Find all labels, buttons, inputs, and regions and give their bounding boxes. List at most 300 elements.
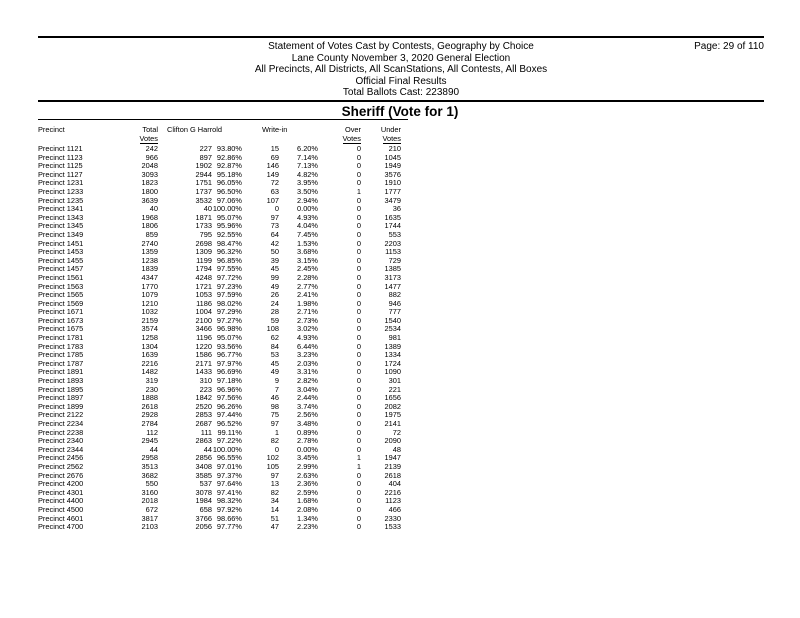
clifton-harrold-votes-cell: 537 [199, 479, 212, 489]
total-votes-cell: 2784 [141, 419, 158, 428]
clifton-harrold-pct-cell: 97.27% [216, 315, 242, 325]
clifton-harrold-pct-cell: 96.52% [216, 419, 242, 428]
clifton-harrold-votes-cell: 2171 [195, 358, 212, 368]
over-votes-cell: 0 [356, 195, 361, 205]
precinct-cell: Precinct 1455 [38, 255, 84, 265]
clifton-harrold-pct-cell: 97.41% [216, 487, 242, 497]
report-header [38, 41, 764, 99]
clifton-harrold-votes-cell: 1186 [196, 298, 212, 308]
over-votes-cell: 0 [356, 393, 361, 403]
clifton-harrold-votes-cell: 3766 [195, 513, 212, 523]
clifton-harrold-votes-cell: 1794 [195, 264, 212, 274]
under-votes-cell: 1533 [384, 522, 401, 532]
total-votes-cell: 1888 [141, 393, 158, 403]
over-votes-cell: 0 [356, 255, 361, 265]
total-votes-cell: 2018 [141, 496, 158, 506]
writein-votes-cell: 7 [274, 384, 279, 394]
over-votes-cell: 0 [356, 298, 361, 308]
precinct-cell: Precinct 1565 [38, 290, 84, 300]
under-votes-cell: 1947 [384, 453, 401, 463]
total-votes-cell: 3817 [141, 513, 158, 523]
writein-pct-cell: 4.93% [297, 212, 318, 222]
clifton-harrold-pct-cell: 96.26% [216, 401, 242, 411]
precinct-cell: Precinct 1343 [38, 212, 84, 222]
col-header-total [128, 126, 158, 144]
clifton-harrold-pct-cell: 98.66% [216, 513, 242, 523]
writein-pct-cell: 4.93% [297, 333, 318, 343]
clifton-harrold-pct-cell: 97.06% [216, 195, 242, 205]
under-votes-cell: 1334 [384, 350, 401, 360]
under-votes-cell: 2330 [384, 513, 401, 523]
total-votes-cell: 1304 [141, 341, 158, 351]
writein-pct-cell: 2.08% [297, 504, 318, 514]
total-votes-cell: 1359 [141, 247, 158, 257]
under-votes-cell: 1744 [384, 221, 401, 231]
writein-pct-cell: 2.28% [297, 272, 318, 282]
writein-pct-cell: 3.68% [297, 247, 318, 257]
over-votes-cell: 0 [356, 504, 361, 514]
writein-votes-cell: 39 [270, 255, 279, 265]
writein-votes-cell: 107 [266, 195, 279, 205]
clifton-harrold-votes-cell: 2056 [195, 522, 212, 532]
precinct-cell: Precinct 1121 [38, 144, 83, 153]
clifton-harrold-votes-cell: 1586 [195, 350, 212, 360]
over-votes-cell: 0 [356, 487, 361, 497]
clifton-harrold-votes-cell: 1871 [195, 212, 212, 222]
precinct-cell: Precinct 1891 [38, 367, 84, 377]
total-votes-cell: 1482 [141, 367, 158, 377]
clifton-harrold-pct-cell: 97.29% [216, 307, 242, 317]
over-votes-cell: 1 [356, 461, 361, 471]
writein-pct-cell: 2.73% [297, 315, 318, 325]
under-votes-cell: 729 [388, 255, 401, 265]
clifton-harrold-votes-cell: 3466 [195, 324, 212, 334]
total-votes-cell: 2103 [141, 522, 158, 532]
writein-votes-cell: 1 [274, 427, 279, 437]
clifton-harrold-pct-cell: 97.23% [216, 281, 242, 291]
col-header-under [361, 126, 401, 144]
clifton-harrold-votes-cell: 658 [199, 504, 212, 514]
precinct-cell: Precinct 1787 [38, 358, 84, 368]
total-votes-cell: 1238 [141, 255, 158, 265]
total-votes-cell: 242 [145, 144, 158, 153]
total-votes-cell: 3160 [141, 487, 158, 497]
total-votes-cell: 1800 [141, 186, 158, 196]
precinct-cell: Precinct 1893 [38, 376, 84, 386]
clifton-harrold-votes-cell: 223 [199, 384, 212, 394]
writein-pct-cell: 0.00% [297, 444, 318, 454]
under-votes-cell: 981 [388, 333, 401, 343]
over-votes-cell: 0 [356, 496, 361, 506]
writein-pct-cell: 0.89% [297, 427, 318, 437]
col-header-over [321, 126, 361, 144]
clifton-harrold-pct-cell: 95.96% [216, 221, 242, 231]
page-number: Page: 29 of 110 [694, 41, 764, 52]
clifton-harrold-votes-cell: 3585 [195, 470, 212, 480]
clifton-harrold-pct-cell: 100.00% [212, 204, 242, 214]
total-votes-cell: 2945 [141, 436, 158, 446]
total-votes-cell: 1839 [141, 264, 158, 274]
clifton-harrold-pct-cell: 97.01% [216, 461, 242, 471]
writein-votes-cell: 73 [270, 221, 279, 231]
total-votes-cell: 112 [146, 427, 158, 437]
clifton-harrold-votes-cell: 40 [203, 204, 212, 214]
clifton-harrold-votes-cell: 1737 [195, 186, 212, 196]
precinct-cell: Precinct 1123 [38, 152, 83, 162]
under-votes-cell: 210 [388, 144, 401, 153]
total-votes-cell: 859 [145, 229, 158, 239]
over-votes-cell: 0 [356, 315, 361, 325]
clifton-harrold-pct-cell: 97.37% [216, 470, 242, 480]
precinct-cell: Precinct 1453 [38, 247, 84, 257]
clifton-harrold-pct-cell: 97.59% [216, 290, 242, 300]
precinct-cell: Precinct 1673 [38, 315, 84, 325]
writein-votes-cell: 45 [270, 264, 279, 274]
over-votes-cell: 0 [356, 427, 361, 437]
results-table [0, 145, 800, 532]
clifton-harrold-votes-cell: 2698 [195, 238, 212, 248]
over-votes-cell: 0 [356, 513, 361, 523]
writein-votes-cell: 51 [270, 513, 279, 523]
precinct-cell: Precinct 1125 [38, 161, 83, 171]
under-votes-cell: 466 [388, 504, 401, 514]
precinct-cell: Precinct 1785 [38, 350, 84, 360]
over-votes-cell: 1 [356, 453, 361, 463]
precinct-cell: Precinct 1895 [38, 384, 84, 394]
results-status: Official Final Results [355, 75, 447, 87]
clifton-harrold-pct-cell: 97.44% [216, 410, 242, 420]
under-votes-cell: 1656 [384, 393, 401, 403]
total-votes-cell: 2159 [141, 315, 158, 325]
over-votes-cell: 0 [356, 238, 361, 248]
precinct-cell: Precinct 1561 [38, 272, 84, 282]
precinct-cell: Precinct 2456 [38, 453, 84, 463]
writein-votes-cell: 69 [270, 152, 279, 162]
over-votes-cell: 0 [356, 341, 361, 351]
clifton-harrold-pct-cell: 97.97% [216, 358, 242, 368]
precinct-cell: Precinct 1451 [38, 238, 84, 248]
writein-pct-cell: 2.41% [297, 290, 318, 300]
writein-votes-cell: 99 [270, 272, 279, 282]
precinct-cell: Precinct 2122 [38, 410, 84, 420]
clifton-harrold-votes-cell: 3078 [195, 487, 212, 497]
header-bottom-rule [38, 100, 764, 102]
total-votes-cell: 3574 [141, 324, 158, 334]
precinct-cell: Precinct 1569 [38, 298, 84, 308]
writein-votes-cell: 53 [270, 350, 279, 360]
under-votes-cell: 1949 [384, 161, 401, 171]
writein-pct-cell: 3.15% [297, 255, 318, 265]
clifton-harrold-pct-cell: 97.22% [216, 436, 242, 446]
writein-votes-cell: 64 [270, 229, 279, 239]
under-votes-cell: 2141 [384, 419, 401, 428]
over-votes-cell: 0 [356, 161, 361, 171]
over-votes-cell: 0 [356, 436, 361, 446]
over-votes-cell: 0 [356, 178, 361, 188]
under-votes-cell: 2216 [384, 487, 401, 497]
clifton-harrold-votes-cell: 1733 [195, 221, 212, 231]
over-votes-cell: 0 [356, 401, 361, 411]
total-votes-cell: 319 [145, 376, 158, 386]
writein-votes-cell: 13 [270, 479, 279, 489]
clifton-harrold-pct-cell: 95.07% [216, 212, 242, 222]
writein-pct-cell: 3.23% [297, 350, 318, 360]
over-votes-cell: 0 [356, 333, 361, 343]
clifton-harrold-votes-cell: 3532 [195, 195, 212, 205]
writein-pct-cell: 2.78% [297, 436, 318, 446]
contest-rule [38, 119, 408, 120]
writein-pct-cell: 2.82% [297, 376, 318, 386]
under-votes-cell: 2139 [384, 461, 401, 471]
total-votes-cell: 1639 [141, 350, 158, 360]
writein-pct-cell: 3.95% [297, 178, 318, 188]
clifton-harrold-pct-cell: 95.18% [216, 169, 242, 179]
report-title: Statement of Votes Cast by Contests, Geography by Choice [268, 41, 534, 52]
total-votes-cell: 3093 [141, 169, 158, 179]
total-votes-cell: 230 [145, 384, 158, 394]
writein-votes-cell: 0 [274, 444, 279, 454]
writein-votes-cell: 108 [266, 324, 279, 334]
clifton-harrold-votes-cell: 1751 [195, 178, 212, 188]
writein-votes-cell: 146 [266, 161, 279, 171]
writein-pct-cell: 2.99% [297, 461, 318, 471]
clifton-harrold-votes-cell: 2100 [195, 315, 212, 325]
total-votes-cell: 672 [145, 504, 158, 514]
writein-pct-cell: 6.44% [297, 341, 318, 351]
writein-votes-cell: 97 [270, 419, 279, 428]
precinct-cell: Precinct 4200 [38, 479, 84, 489]
clifton-harrold-votes-cell: 227 [199, 144, 212, 153]
col-header-over-line1: Over [344, 125, 361, 134]
under-votes-cell: 3479 [384, 195, 401, 205]
over-votes-cell: 0 [356, 470, 361, 480]
under-votes-cell: 2203 [384, 238, 401, 248]
writein-votes-cell: 26 [270, 290, 279, 300]
precinct-cell: Precinct 2344 [38, 444, 84, 454]
clifton-harrold-pct-cell: 97.72% [216, 272, 242, 282]
total-votes-cell: 1032 [141, 307, 158, 317]
writein-pct-cell: 1.98% [297, 298, 318, 308]
writein-votes-cell: 97 [270, 470, 279, 480]
writein-votes-cell: 28 [270, 307, 279, 317]
precinct-cell: Precinct 1899 [38, 401, 84, 411]
clifton-harrold-pct-cell: 96.85% [216, 255, 242, 265]
over-votes-cell: 0 [356, 419, 361, 428]
total-votes-cell: 966 [145, 152, 158, 162]
total-votes-cell: 1806 [141, 221, 158, 231]
total-votes-cell: 3513 [141, 461, 158, 471]
over-votes-cell: 1 [356, 186, 361, 196]
writein-votes-cell: 49 [270, 367, 279, 377]
clifton-harrold-pct-cell: 97.92% [216, 504, 242, 514]
col-header-total-line2: Votes [139, 133, 158, 143]
clifton-harrold-pct-cell: 96.50% [216, 186, 242, 196]
over-votes-cell: 0 [356, 281, 361, 291]
total-votes-cell: 4347 [141, 272, 158, 282]
over-votes-cell: 0 [356, 272, 361, 282]
over-votes-cell: 0 [356, 204, 361, 214]
total-votes-cell: 1968 [141, 212, 158, 222]
writein-pct-cell: 0.00% [297, 204, 318, 214]
total-votes-cell: 2928 [141, 410, 158, 420]
over-votes-cell: 0 [356, 144, 361, 153]
col-header-under-line1: Under [380, 125, 401, 134]
precinct-cell: Precinct 1781 [38, 333, 84, 343]
under-votes-cell: 1090 [384, 367, 401, 377]
clifton-harrold-pct-cell: 93.56% [216, 341, 242, 351]
writein-votes-cell: 49 [270, 281, 279, 291]
under-votes-cell: 1540 [384, 315, 401, 325]
over-votes-cell: 0 [356, 229, 361, 239]
col-header-total-line1: Total [142, 125, 158, 134]
total-votes-cell: 1770 [141, 281, 158, 291]
over-votes-cell: 0 [356, 410, 361, 420]
over-votes-cell: 0 [356, 152, 361, 162]
precinct-cell: Precinct 4301 [38, 487, 84, 497]
clifton-harrold-pct-cell: 99.11% [217, 427, 242, 437]
clifton-harrold-votes-cell: 795 [199, 229, 212, 239]
writein-votes-cell: 46 [270, 393, 279, 403]
clifton-harrold-votes-cell: 1984 [195, 496, 212, 506]
writein-pct-cell: 3.45% [297, 453, 318, 463]
clifton-harrold-votes-cell: 2856 [195, 453, 212, 463]
clifton-harrold-pct-cell: 100.00% [212, 444, 242, 454]
writein-votes-cell: 72 [270, 178, 279, 188]
precinct-cell: Precinct 2234 [38, 419, 84, 428]
under-votes-cell: 221 [388, 384, 401, 394]
writein-pct-cell: 2.23% [297, 522, 318, 532]
writein-votes-cell: 98 [270, 401, 279, 411]
under-votes-cell: 1724 [384, 358, 401, 368]
writein-pct-cell: 7.14% [297, 152, 318, 162]
clifton-harrold-pct-cell: 97.64% [216, 479, 242, 489]
over-votes-cell: 0 [356, 307, 361, 317]
under-votes-cell: 1777 [384, 186, 401, 196]
total-votes-cell: 3682 [141, 470, 158, 480]
writein-votes-cell: 63 [270, 186, 279, 196]
clifton-harrold-votes-cell: 4248 [195, 272, 212, 282]
total-votes-cell: 2618 [141, 401, 158, 411]
writein-votes-cell: 82 [270, 436, 279, 446]
total-votes-cell: 1823 [141, 178, 158, 188]
precinct-cell: Precinct 1675 [38, 324, 84, 334]
precinct-cell: Precinct 4601 [38, 513, 84, 523]
clifton-harrold-votes-cell: 1309 [195, 247, 212, 257]
writein-votes-cell: 15 [270, 144, 279, 153]
over-votes-cell: 0 [356, 367, 361, 377]
clifton-harrold-votes-cell: 897 [199, 152, 212, 162]
under-votes-cell: 404 [388, 479, 401, 489]
precinct-cell: Precinct 1457 [38, 264, 84, 274]
under-votes-cell: 1910 [384, 178, 401, 188]
clifton-harrold-votes-cell: 1053 [195, 290, 212, 300]
total-votes-cell: 2740 [141, 238, 158, 248]
clifton-harrold-pct-cell: 92.86% [216, 152, 242, 162]
clifton-harrold-pct-cell: 96.32% [216, 247, 242, 257]
writein-pct-cell: 3.74% [297, 401, 318, 411]
writein-pct-cell: 1.53% [297, 238, 318, 248]
writein-votes-cell: 14 [270, 504, 279, 514]
writein-pct-cell: 2.56% [297, 410, 318, 420]
clifton-harrold-pct-cell: 96.98% [216, 324, 242, 334]
over-votes-cell: 0 [356, 376, 361, 386]
clifton-harrold-votes-cell: 1196 [196, 333, 212, 343]
writein-pct-cell: 2.94% [297, 195, 318, 205]
precinct-cell: Precinct 2562 [38, 461, 84, 471]
total-ballots-cast: Total Ballots Cast: 223890 [342, 87, 460, 99]
total-votes-cell: 40 [149, 204, 158, 214]
clifton-harrold-votes-cell: 1902 [195, 161, 212, 171]
precinct-cell: Precinct 1671 [38, 307, 84, 317]
over-votes-cell: 0 [356, 324, 361, 334]
clifton-harrold-pct-cell: 92.87% [216, 161, 242, 171]
precinct-cell: Precinct 1345 [38, 221, 84, 231]
under-votes-cell: 1635 [384, 212, 401, 222]
under-votes-cell: 1123 [385, 496, 401, 506]
total-votes-cell: 3639 [141, 195, 158, 205]
over-votes-cell: 0 [356, 350, 361, 360]
under-votes-cell: 2534 [384, 324, 401, 334]
clifton-harrold-pct-cell: 95.07% [216, 333, 242, 343]
clifton-harrold-votes-cell: 3408 [195, 461, 212, 471]
precinct-cell: Precinct 2238 [38, 427, 84, 437]
clifton-harrold-votes-cell: 1199 [196, 255, 212, 265]
clifton-harrold-pct-cell: 96.05% [216, 178, 242, 188]
clifton-harrold-votes-cell: 2863 [195, 436, 212, 446]
clifton-harrold-pct-cell: 96.96% [216, 384, 242, 394]
under-votes-cell: 72 [392, 427, 401, 437]
writein-votes-cell: 105 [266, 461, 279, 471]
precinct-cell: Precinct 4700 [38, 522, 84, 532]
under-votes-cell: 1153 [385, 247, 401, 257]
clifton-harrold-votes-cell: 1004 [195, 307, 212, 317]
clifton-harrold-pct-cell: 97.77% [216, 522, 242, 532]
precinct-cell: Precinct 4500 [38, 504, 84, 514]
total-votes-cell: 2048 [141, 161, 158, 171]
writein-pct-cell: 2.44% [297, 393, 318, 403]
total-votes-cell: 1079 [141, 290, 158, 300]
under-votes-cell: 946 [388, 298, 401, 308]
writein-votes-cell: 84 [270, 341, 279, 351]
col-header-candidate: Clifton G Harrold [167, 125, 223, 134]
under-votes-cell: 48 [392, 444, 401, 454]
over-votes-cell: 0 [356, 522, 361, 532]
writein-pct-cell: 3.04% [297, 384, 318, 394]
under-votes-cell: 1389 [384, 341, 401, 351]
writein-votes-cell: 59 [270, 315, 279, 325]
writein-pct-cell: 7.13% [297, 161, 318, 171]
writein-pct-cell: 3.48% [297, 419, 318, 428]
writein-votes-cell: 97 [270, 212, 279, 222]
header-top-rule [38, 36, 764, 38]
under-votes-cell: 2090 [384, 436, 401, 446]
under-votes-cell: 2618 [384, 470, 401, 480]
over-votes-cell: 0 [356, 358, 361, 368]
table-row [0, 523, 800, 532]
writein-votes-cell: 34 [270, 496, 279, 506]
under-votes-cell: 36 [392, 204, 401, 214]
over-votes-cell: 0 [356, 212, 361, 222]
under-votes-cell: 882 [388, 290, 401, 300]
total-votes-cell: 2216 [141, 358, 158, 368]
under-votes-cell: 301 [388, 376, 401, 386]
clifton-harrold-pct-cell: 98.32% [216, 496, 242, 506]
over-votes-cell: 0 [356, 264, 361, 274]
precinct-cell: Precinct 1127 [38, 169, 83, 179]
writein-votes-cell: 50 [270, 247, 279, 257]
precinct-cell: Precinct 1349 [38, 229, 84, 239]
election-name: Lane County November 3, 2020 General Election [291, 52, 511, 64]
